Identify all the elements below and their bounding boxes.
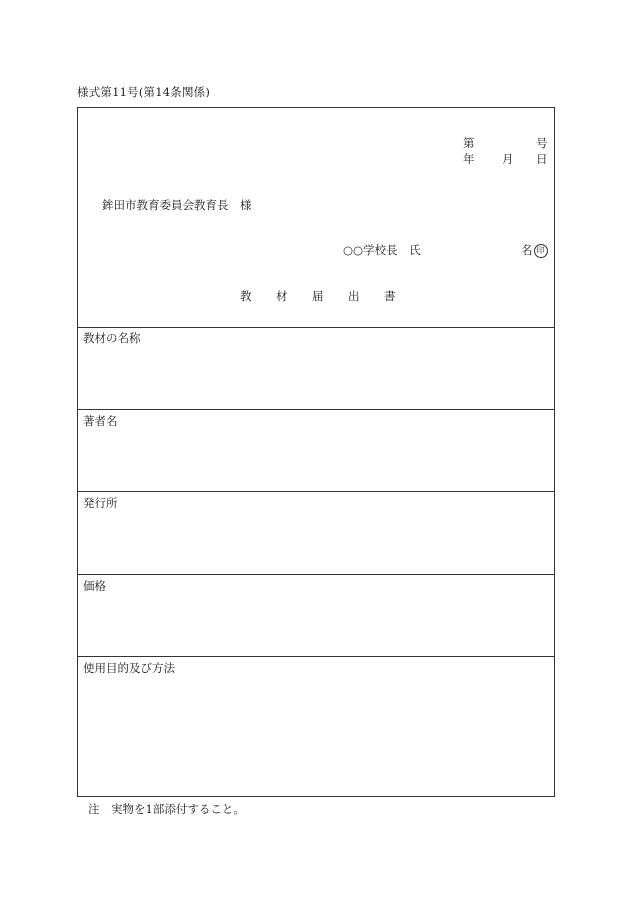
principal-label: ○○学校長 氏 xyxy=(343,243,421,257)
title-char-2: 材 xyxy=(276,289,288,303)
row-author[interactable] xyxy=(78,410,554,492)
name-with-seal xyxy=(521,242,548,258)
title-char-3: 届 xyxy=(312,289,324,303)
date-year: 年 xyxy=(463,152,475,166)
form-header xyxy=(78,108,554,328)
title-char-4: 出 xyxy=(348,289,360,303)
form-number: 様式第11号(第14条関係) xyxy=(77,85,211,99)
row-label: 価格 xyxy=(83,579,106,593)
row-price[interactable] xyxy=(78,575,554,657)
row-label: 使用目的及び方法 xyxy=(83,661,175,675)
name-label: 名 xyxy=(521,243,533,257)
row-label: 発行所 xyxy=(83,496,118,510)
addressee: 鉾田市教育委員会教育長 様 xyxy=(102,198,252,212)
number-suffix: 号 xyxy=(536,136,548,150)
date-month: 月 xyxy=(502,152,514,166)
form-frame xyxy=(77,107,555,797)
title-char-5: 書 xyxy=(384,289,396,303)
row-purpose-method[interactable] xyxy=(78,657,554,796)
row-label: 教材の名称 xyxy=(83,331,141,345)
number-prefix: 第 xyxy=(463,136,475,150)
row-publisher[interactable] xyxy=(78,492,554,575)
row-label: 著者名 xyxy=(83,414,118,428)
date-day: 日 xyxy=(536,152,548,166)
footnote: 注 実物を1部添付すること。 xyxy=(88,802,245,816)
seal-mark: 印 xyxy=(534,244,548,258)
row-material-name[interactable] xyxy=(78,327,554,410)
title-char-1: 教 xyxy=(240,289,252,303)
